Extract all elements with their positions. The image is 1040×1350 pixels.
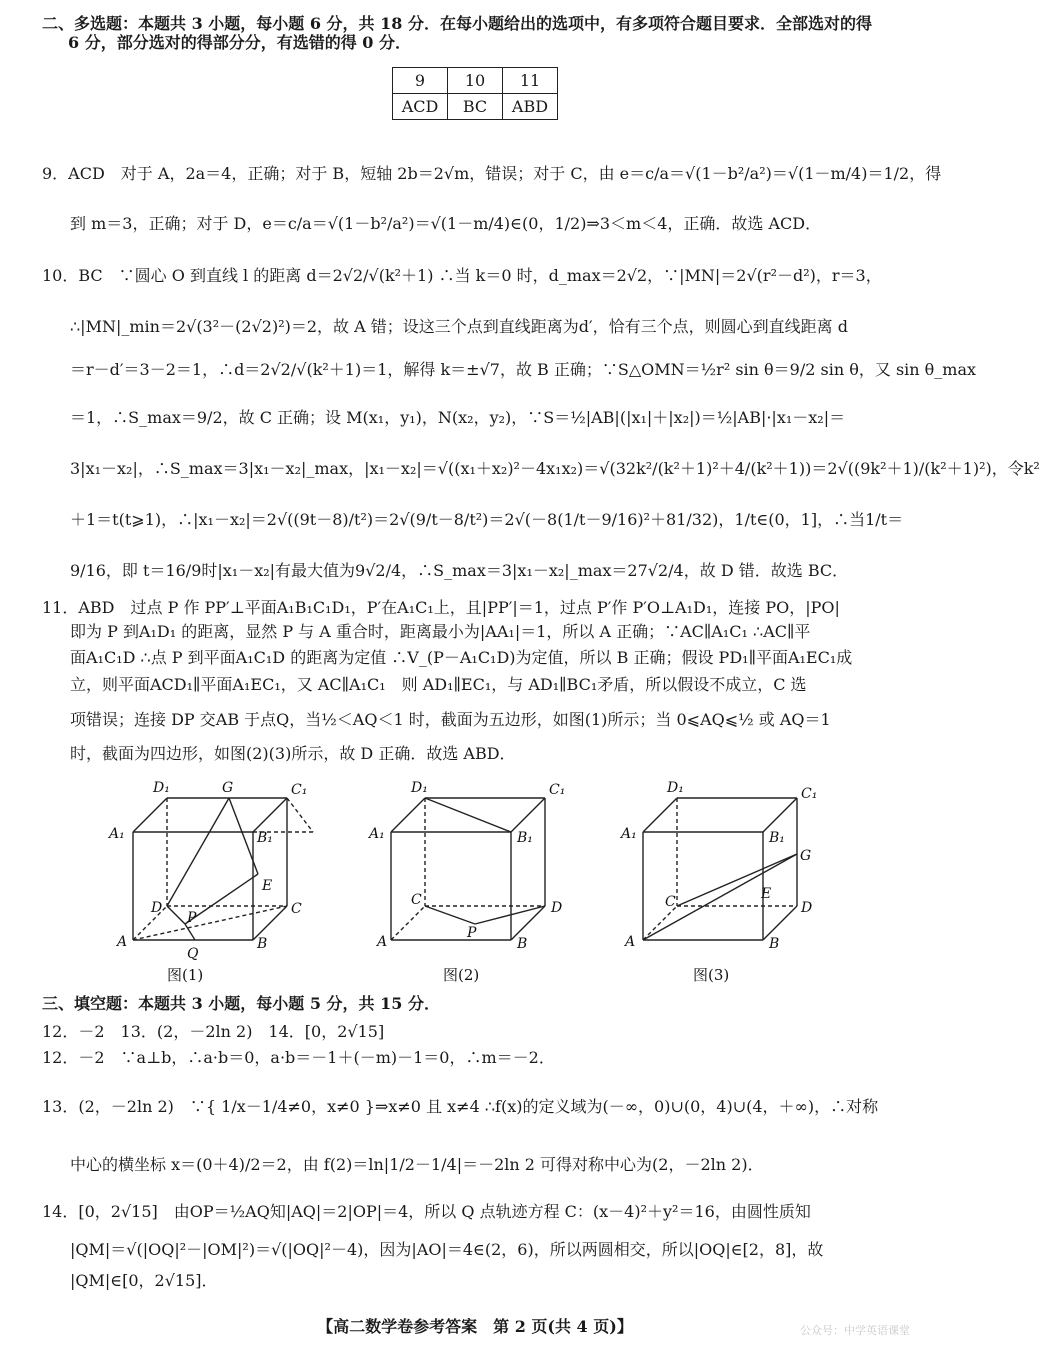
q11-line1: 11．ABD 过点 P 作 PP′⊥平面A₁B₁C₁D₁，P′在A₁C₁上，且|PP′|＝1，过点 P′作 P′O⊥A₁D₁，连接 PO，|PO| <box>42 598 840 617</box>
q10-line6: ＋1＝t(t⩾1)，∴|x₁－x₂|＝2√((9t－8)/t²)＝2√(9/t－8/t²)＝2√(－8(1/t－9/16)²＋81/32)，1/t∈(0，1]，∴当1/t＝ <box>70 510 904 529</box>
q11-line3: 面A₁C₁D ∴点 P 到平面A₁C₁D 的距离为定值 ∴V_(P－A₁C₁D)为定值，所以 B 正确；假设 PD₁∥平面A₁EC₁成 <box>70 648 853 667</box>
q14-line3: |QM|∈[0，2√15]． <box>70 1271 218 1290</box>
fig2-label: C <box>411 892 422 908</box>
q11-line6: 时，截面为四边形，如图(2)(3)所示，故 D 正确．故选 ABD． <box>70 744 516 763</box>
fig2-label: B₁ <box>517 830 533 846</box>
fig2-label: C₁ <box>549 782 566 798</box>
answer-table <box>392 67 558 120</box>
fig1-label: D₁ <box>153 780 170 796</box>
fig1-label: G <box>222 780 234 796</box>
q13-line2: 中心的横坐标 x＝(0＋4)/2＝2，由 f(2)＝ln|1/2－1/4|＝－2ln 2 可得对称中心为(2，－2ln 2)． <box>70 1155 764 1174</box>
fig1-label: Q <box>187 946 199 962</box>
section2-heading-line2: 6 分，部分选对的得部分分，有选错的得 0 分． <box>68 33 411 52</box>
q10-line1: 10．BC ∵圆心 O 到直线 l 的距离 d＝2√2/√(k²＋1) ∴当 k＝0 时，d_max＝2√2，∵|MN|＝2√(r²－d²)，r＝3， <box>42 266 882 285</box>
cube-figures <box>105 772 845 987</box>
fig2-caption: 图(2) <box>443 966 480 984</box>
q10-line3: ＝r－d′＝3－2＝1，∴d＝2√2/√(k²＋1)＝1，解得 k＝±√7，故 B 正确；∵S△OMN＝½r² sin θ＝9/2 sin θ，又 sin θ_max <box>70 360 977 379</box>
fig2-label: A₁ <box>369 826 385 842</box>
q9-line2: 到 m＝3，正确；对于 D，e＝c/a＝√(1－b²/a²)＝√(1－m/4)∈(0，1/2)⇒3＜m＜4，正确．故选 ACD． <box>70 214 822 233</box>
q12-line1: 12．－2 ∵a⊥b，∴a·b＝0，a·b＝－1＋(－m)－1＝0，∴m＝－2． <box>42 1048 555 1067</box>
answer-table-number: 10 <box>448 68 503 94</box>
fig3-label: B₁ <box>769 830 785 846</box>
fig2-label: A <box>377 934 388 950</box>
q9-line1: 9．ACD 对于 A，2a＝4，正确；对于 B，短轴 2b＝2√m，错误；对于 C，由 e＝c/a＝√(1－b²/a²)＝√(1－m/4)＝1/2，得 <box>42 164 942 183</box>
fig3-caption: 图(3) <box>693 966 730 984</box>
fig3-label: D <box>801 900 813 916</box>
fig1-label: B₁ <box>257 830 273 846</box>
watermark: 公众号：中学英语课堂 <box>800 1324 910 1337</box>
fig1-caption: 图(1) <box>167 966 204 984</box>
fig2-label: P <box>467 925 477 941</box>
section3-summary: 12．－2 13．(2，－2ln 2) 14．[0，2√15] <box>42 1022 385 1041</box>
q11-line5: 项错误；连接 DP 交AB 于点Q，当½＜AQ＜1 时，截面为五边形，如图(1)所示；当 0⩽AQ⩽½ 或 AQ＝1 <box>70 710 831 729</box>
fig3-label: D₁ <box>667 780 684 796</box>
q10-line2: ∴|MN|_min＝2√(3²－(2√2)²)＝2，故 A 错；设这三个点到直线距离为d′，恰有三个点，则圆心到直线距离 d <box>70 317 848 336</box>
answer-table-answer: ABD <box>503 94 558 120</box>
section3-heading: 三、填空题：本题共 3 小题，每小题 5 分，共 15 分． <box>42 994 440 1013</box>
fig2-label: B <box>517 936 528 952</box>
fig3-label: A₁ <box>621 826 637 842</box>
fig1-label: E <box>262 878 273 894</box>
answer-table-number: 11 <box>503 68 558 94</box>
fig1-label: A₁ <box>109 826 125 842</box>
q13-line1: 13．(2，－2ln 2) ∵{ 1/x－1/4≠0，x≠0 }⇒x≠0 且 x≠4 ∴f(x)的定义域为(－∞，0)∪(0，4)∪(4，＋∞)，∴对称 <box>42 1097 879 1116</box>
page-footer: 【高二数学卷参考答案 第 2 页(共 4 页)】 <box>317 1317 633 1336</box>
figure-3-cube <box>643 798 797 940</box>
q11-line2: 即为 P 到A₁D₁ 的距离，显然 P 与 A 重合时，距离最小为|AA₁|＝1，所以 A 正确；∵AC∥A₁C₁ ∴AC∥平 <box>70 622 811 641</box>
section2-heading-line1: 二、多选题：本题共 3 小题，每小题 6 分，共 18 分．在每小题给出的选项中，有多项符合题目要求．全部选对的得 <box>42 14 872 33</box>
fig1-label: D <box>151 900 163 916</box>
fig1-label: C <box>291 901 302 917</box>
fig2-label: D₁ <box>411 780 428 796</box>
answer-table-answer: BC <box>448 94 503 120</box>
fig1-label: C₁ <box>291 782 308 798</box>
fig1-label: A <box>117 934 128 950</box>
fig3-label: C <box>665 894 676 910</box>
fig3-label: B <box>769 936 780 952</box>
figure-1-cube <box>133 798 313 940</box>
figure-2-cube <box>391 798 545 940</box>
q10-line7: 9/16，即 t＝16/9时|x₁－x₂|有最大值为9√2/4，∴S_max＝3|x₁－x₂|_max＝27√2/4，故 D 错．故选 BC． <box>70 561 849 580</box>
fig1-label: P <box>187 910 197 926</box>
q14-line2: |QM|＝√(|OQ|²－|OM|²)＝√(|OQ|²－4)，因为|AO|＝4∈(2，6)，所以两圆相交，所以|OQ|∈[2，8]，故 <box>70 1240 824 1259</box>
q10-line5: 3|x₁－x₂|，∴S_max＝3|x₁－x₂|_max，|x₁－x₂|＝√((x₁＋x₂)²－4x₁x₂)＝√(32k²/(k²＋1)²＋4/(k²＋1))＝2√((9k²＋1)/(k²＋1)²)，令k² <box>70 459 1040 478</box>
fig2-label: D <box>551 900 563 916</box>
answer-table-number: 9 <box>393 68 448 94</box>
fig3-label: E <box>761 886 772 902</box>
fig3-label: C₁ <box>801 786 818 802</box>
section2-heading <box>42 14 910 52</box>
fig3-label: A <box>625 934 636 950</box>
q14-line1: 14．[0，2√15] 由OP＝½AQ知|AQ|＝2|OP|＝4，所以 Q 点轨迹方程 C：(x－4)²＋y²＝16，由圆性质知 <box>42 1202 811 1221</box>
fig1-label: B <box>257 936 268 952</box>
fig3-label: G <box>800 848 812 864</box>
q11-line4: 立，则平面ACD₁∥平面A₁EC₁，又 AC∥A₁C₁ 则 AD₁∥EC₁，与 AD₁∥BC₁矛盾，所以假设不成立，C 选 <box>70 675 807 694</box>
answer-table-answer: ACD <box>393 94 448 120</box>
q10-line4: ＝1，∴S_max＝9/2，故 C 正确；设 M(x₁，y₁)，N(x₂，y₂)，∵S＝½|AB|(|x₁|＋|x₂|)＝½|AB|·|x₁－x₂|＝ <box>70 408 846 427</box>
